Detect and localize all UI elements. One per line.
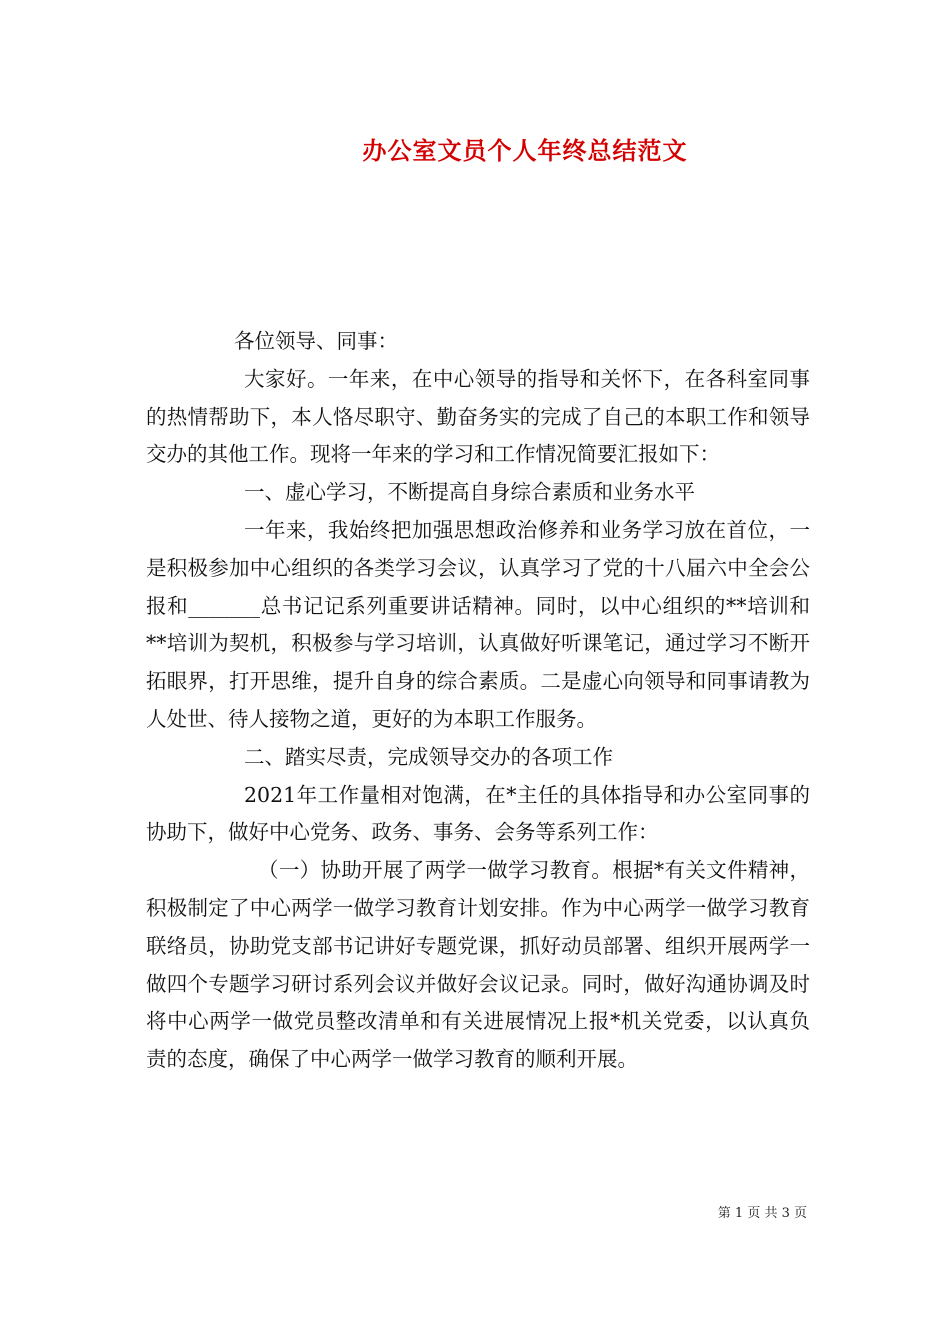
section-heading-2: 二、踏实尽责，完成领导交办的各项工作 <box>244 744 613 769</box>
paragraph-intro: 大家好。一年来，在中心领导的指导和关怀下，在各科室同事的热情帮助下，本人恪尽职守、勤奋务实的完成了自己的本职工作和领导交办的其他工作。现将一年来的学习和工作情况简要汇报如下： <box>146 366 810 467</box>
salutation: 各位领导、同事： <box>234 329 398 353</box>
page-number: 第 1 页 共 3 页 <box>717 1206 807 1221</box>
paragraph-work-overview: 2021年工作量相对饱满，在*主任的具体指导和办公室同事的协助下，做好中心党务、政务、事务、会务等系列工作： <box>146 782 810 845</box>
paragraph-study: 一年来，我始终把加强思想政治修养和业务学习放在首位，一是积极参加中心组织的各类学习会议，认真学习了党的十八届六中全会公报和_______总书记记系列重要讲话精神。同时，以中心组织的**培训和**培训为契机，积极参与学习培训，认真做好听课笔记，通过学习不断开拓眼界，打开思维，提升自身的综合素质。二是虚心向领导和同事请教为人处世、待人接物之道，更好的为本职工作服务。 <box>146 517 810 731</box>
section-heading-1: 一、虚心学习，不断提高自身综合素质和业务水平 <box>244 480 695 505</box>
document-body <box>146 323 810 1079</box>
document-title: 办公室文员个人年终总结范文 <box>362 136 688 165</box>
paragraph-sub-item-1: （一）协助开展了两学一做学习教育。根据*有关文件精神，积极制定了中心两学一做学习教育计划安排。作为中心两学一做学习教育联络员，协助党支部书记讲好专题党课，抓好动员部署、组织开展两学一做四个专题学习研讨系列会议并做好会议记录。同时，做好沟通协调及时将中心两学一做党员整改清单和有关进展情况上报*机关党委，以认真负责的态度，确保了中心两学一做学习教育的顺利开展。 <box>146 858 810 1072</box>
